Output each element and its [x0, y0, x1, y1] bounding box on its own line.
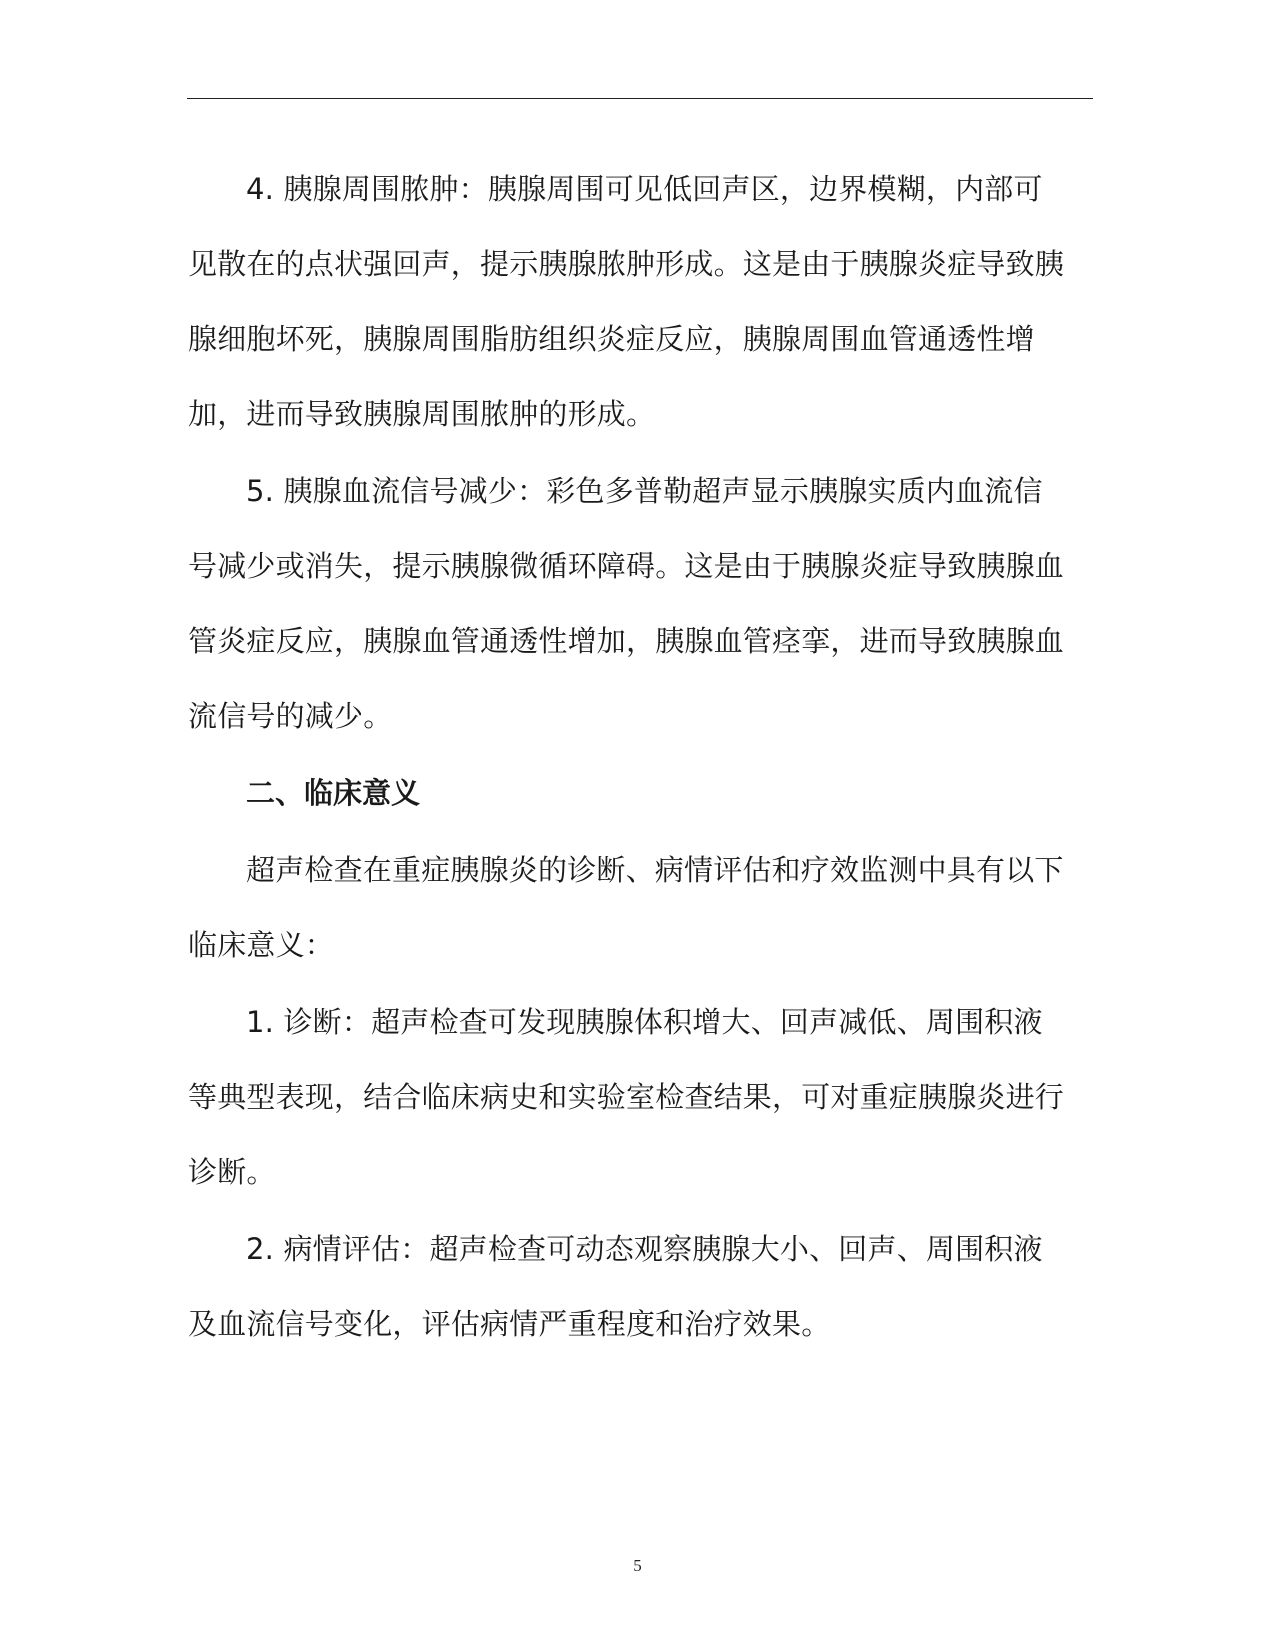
paragraph-clinical-intro: 超声检查在重症胰腺炎的诊断、病情评估和疗效监测中具有以下临床意义：: [188, 853, 1064, 962]
paragraph-peripancreatic-abscess: 4. 胰腺周围脓肿：胰腺周围可见低回声区，边界模糊，内部可见散在的点状强回声，提示胰腺脓肿形成。这是由于胰腺炎症导致胰腺细胞坏死，胰腺周围脂肪组织炎症反应，胰腺周围血管通透性增加，进而导致胰腺周围脓肿的形成。: [188, 172, 1065, 431]
page-number: 5: [633, 1556, 642, 1575]
section-heading-clinical-significance: 二、临床意义: [246, 776, 421, 810]
paragraph-condition-assessment: 2. 病情评估：超声检查可动态观察胰腺大小、回声、周围积液及血流信号变化，评估病情严重程度和治疗效果。: [188, 1232, 1043, 1341]
paragraph-diagnosis: 1. 诊断：超声检查可发现胰腺体积增大、回声减低、周围积液等典型表现，结合临床病史和实验室检查结果，可对重症胰腺炎进行诊断。: [188, 1005, 1065, 1189]
document-body: [188, 152, 1068, 1364]
paragraph-blood-flow-signal: 5. 胰腺血流信号减少：彩色多普勒超声显示胰腺实质内血流信号减少或消失，提示胰腺微循环障碍。这是由于胰腺炎症导致胰腺血管炎症反应，胰腺血管通透性增加，胰腺血管痉挛，进而导致胰腺血流信号的减少。: [188, 474, 1065, 733]
header-rule: [187, 98, 1093, 99]
